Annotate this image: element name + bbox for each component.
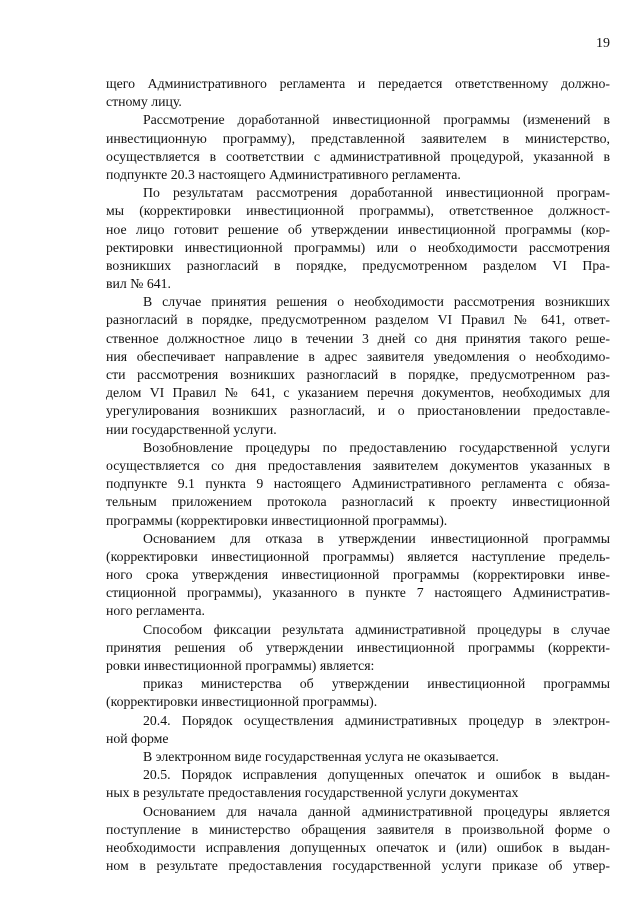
text-line: приказ министерства об утверждении инвестиционной программы — [143, 676, 610, 692]
document-body — [106, 75, 610, 875]
text-line: щего Административного регламента и передается ответственному должно- — [106, 76, 610, 91]
text-line: ных в результате предоставления государственной услуги документах — [106, 785, 519, 801]
text-line: осуществляется со дня предоставления заявителем документов указанных в — [106, 457, 610, 473]
text-line: инвестиционную программу), представленной заявителем в министерство, — [106, 130, 610, 146]
text-line: необходимости исправления допущенных опечаток и (или) ошибок в выдан- — [106, 839, 610, 855]
text-line: тельным приложением протокола разногласий к проекту инвестиционной — [106, 494, 610, 510]
text-line: делом VI Правил № 641, с указанием перечня документов, необходимых для — [106, 385, 610, 401]
text-line: разногласий в порядке, предусмотренном разделом VI Правил № 641, ответ- — [106, 312, 610, 328]
text-line: 20.5. Порядок исправления допущенных опечаток и ошибок в выдан- — [143, 767, 610, 783]
text-line: ственное должностное лицо в течении 3 дней со дня принятия такого реше- — [106, 330, 610, 346]
text-line: стному лицу. — [106, 94, 182, 110]
text-line: В электронном виде государственная услуга не оказывается. — [143, 748, 499, 764]
text-line: (корректировки инвестиционной программы) является наступление предель- — [106, 548, 610, 564]
text-line: Основанием для отказа в утверждении инвестиционной программы — [143, 530, 610, 546]
text-line: 20.4. Порядок осуществления административных процедур в электрон- — [143, 712, 610, 728]
text-line: ровки инвестиционной программы) является: — [106, 658, 375, 673]
text-line: Способом фиксации результата административной процедуры в случае — [143, 621, 610, 637]
text-line: программы (корректировки инвестиционной программы). — [106, 512, 448, 528]
text-line: Возобновление процедуры по предоставлению государственной услуги — [143, 439, 610, 455]
text-line: принятия решения об утверждении инвестиционной программы (корректи- — [106, 639, 610, 655]
text-line: подпункте 9.1 пункта 9 настоящего Административного регламента с обяза- — [106, 476, 610, 492]
text-line: Рассмотрение доработанной инвестиционной программы (изменений в — [143, 112, 610, 128]
text-line: сти рассмотрения возникших разногласий в порядке, предусмотренном раз- — [106, 367, 610, 382]
text-line: ного срока утверждения инвестиционной программы (корректировки инве- — [106, 567, 610, 583]
text-line: (корректировки инвестиционной программы). — [106, 694, 378, 710]
text-line: стиционной программы), указанного в пункте 7 настоящего Административ- — [106, 585, 610, 601]
text-line: Основанием для начала данной административной процедуры является — [143, 803, 610, 819]
text-line: нии государственной услуги. — [106, 421, 277, 437]
text-line: ной форме — [106, 730, 169, 746]
text-line: вил № 641. — [106, 276, 171, 292]
text-line: возникших разногласий в порядке, предусмотренном разделом VI Пра- — [106, 257, 610, 273]
text-line: поступление в министерство обращения заявителя в произвольной форме о — [106, 821, 610, 837]
text-line: ного регламента. — [106, 603, 205, 619]
text-line: урегулирования возникших разногласий, и о приостановлении предоставле- — [106, 403, 610, 419]
text-line: осуществляется в соответствии с административной процедурой, указанной в — [106, 148, 610, 164]
text-line: ния обеспечивает направление в адрес заявителя уведомления о необходимо- — [106, 348, 610, 364]
text-line: По результатам рассмотрения доработанной инвестиционной програм- — [143, 185, 610, 201]
text-line: подпункте 20.3 настоящего Административного регламента. — [106, 166, 461, 182]
page-number: 19 — [596, 36, 610, 51]
text-line: ректировки инвестиционной программы) или о необходимости рассмотрения — [106, 239, 610, 255]
text-line: В случае принятия решения о необходимости рассмотрения возникших — [143, 294, 610, 310]
text-line: ное лицо готовит решение об утверждении инвестиционной программы (кор- — [106, 221, 610, 237]
text-line: мы (корректировки инвестиционной программы), ответственное должност- — [106, 203, 610, 219]
text-line: ном в результате предоставления государственной услуги приказе об утвер- — [106, 858, 610, 874]
